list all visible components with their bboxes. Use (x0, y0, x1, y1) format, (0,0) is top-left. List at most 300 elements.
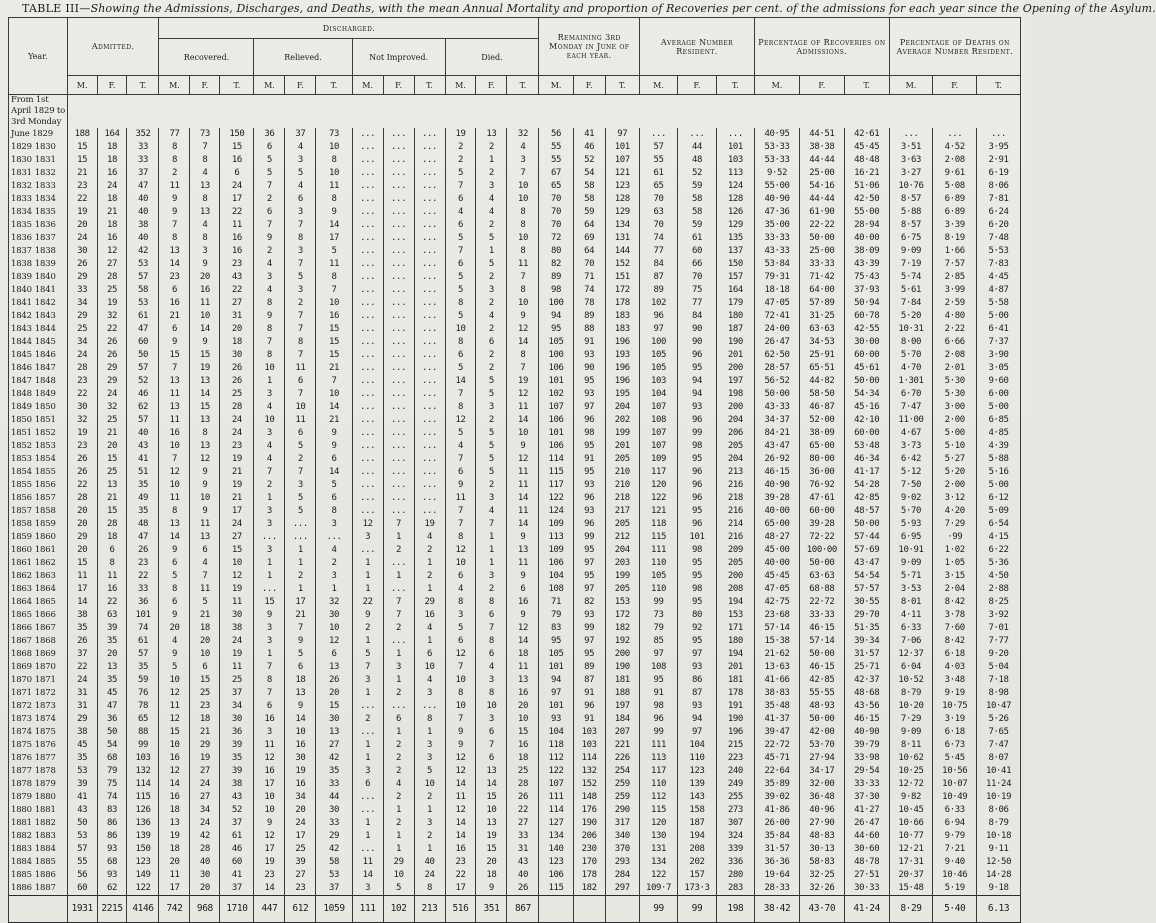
table-cell: 3·48 (933, 674, 977, 687)
year-to: 1852 (34, 428, 56, 438)
table-cell: 44·44 (799, 193, 844, 206)
table-cell: 57·14 (755, 622, 800, 635)
table-cell: 58·50 (799, 388, 844, 401)
table-cell: 29 (67, 310, 97, 323)
table-cell: 31·57 (844, 648, 889, 661)
table-cell: 48 (127, 518, 159, 531)
table-cell: 15 (476, 791, 507, 804)
table-cell: 98 (678, 440, 716, 453)
table-cell: 35 (97, 635, 127, 648)
table-cell: 3 (476, 401, 507, 414)
year-to: 1858 (34, 506, 56, 516)
table-cell: 190 (573, 817, 605, 830)
table-cell: 120 (639, 479, 677, 492)
table-cell: 8·98 (977, 687, 1021, 700)
table-cell: 14 (316, 401, 352, 414)
table-cell: 153 (605, 596, 639, 609)
table-cell: 22 (67, 388, 97, 401)
table-cell: 11·00 (889, 414, 933, 427)
table-cell: ... (414, 466, 445, 479)
table-cell: 42·50 (844, 193, 889, 206)
sex-header-m: M. (539, 76, 573, 95)
table-cell: 23·68 (755, 609, 800, 622)
year-from: 1883 (11, 844, 32, 854)
table-cell: 9 (507, 440, 539, 453)
table-cell: 28 (97, 271, 127, 284)
year-to: 1865 (34, 597, 56, 607)
table-cell: 19 (220, 583, 254, 596)
table-cell: 2·08 (933, 349, 977, 362)
table-cell: 6 (220, 167, 254, 180)
table-cell: 106 (539, 557, 573, 570)
table-cell: 58 (127, 284, 159, 297)
table-cell: 7 (254, 661, 285, 674)
table-row (9, 557, 1021, 570)
table-cell: 205 (716, 557, 754, 570)
table-cell: 7 (254, 687, 285, 700)
year-to: 1830 (34, 142, 56, 152)
year-from: 1852 (11, 441, 32, 451)
table-cell: 35 (67, 752, 97, 765)
table-cell: 8 (507, 219, 539, 232)
table-cell: 2 (476, 479, 507, 492)
table-cell: 15 (67, 141, 97, 154)
table-cell: 7 (285, 323, 316, 336)
table-cell: 5 (445, 427, 476, 440)
table-cell: 6·85 (977, 414, 1021, 427)
table-cell: 22 (127, 570, 159, 583)
table-cell: 7 (507, 271, 539, 284)
table-cell: 26 (507, 882, 539, 896)
table-cell: 114 (539, 453, 573, 466)
table-cell: 100·00 (799, 544, 844, 557)
table-cell: 99 (678, 427, 716, 440)
table-cell: 6 (285, 427, 316, 440)
table-cell: 8·57 (889, 219, 933, 232)
table-cell: 45·00 (755, 544, 800, 557)
relieved-header: Relieved. (254, 39, 352, 76)
table-cell: 8·11 (889, 739, 933, 752)
table-cell: 5 (445, 271, 476, 284)
table-cell: 35·48 (755, 700, 800, 713)
table-cell: 38 (220, 778, 254, 791)
table-cell: 26 (67, 635, 97, 648)
table-cell: 53 (127, 297, 159, 310)
year-from: 1856 (11, 493, 32, 503)
table-cell: ... (716, 128, 754, 141)
table-cell: 3 (445, 609, 476, 622)
table-cell: 59 (678, 180, 716, 193)
table-cell: 7 (445, 713, 476, 726)
table-cell: 135 (716, 232, 754, 245)
table-cell: 4·03 (933, 661, 977, 674)
total-cell: 1931 (67, 896, 97, 923)
table-cell: 98 (639, 700, 677, 713)
table-cell: 5·30 (933, 388, 977, 401)
table-cell: 7 (507, 167, 539, 180)
table-cell: 29 (414, 596, 445, 609)
table-cell: 5·09 (977, 505, 1021, 518)
table-cell: 6·00 (977, 388, 1021, 401)
table-cell: 9 (254, 817, 285, 830)
table-cell: 7 (476, 739, 507, 752)
table-cell: 101 (539, 375, 573, 388)
table-cell: 11 (190, 583, 220, 596)
table-cell: 53·84 (755, 258, 800, 271)
table-cell: 72·41 (755, 310, 800, 323)
table-cell: 17 (159, 882, 190, 896)
table-cell: 16 (507, 687, 539, 700)
table-row (9, 830, 1021, 843)
table-cell: ... (352, 804, 383, 817)
died-header: Died. (445, 39, 539, 76)
table-cell: 205 (605, 453, 639, 466)
table-cell: 1 (414, 726, 445, 739)
table-cell: 26·92 (755, 453, 800, 466)
table-cell: 54 (573, 167, 605, 180)
table-cell: 3 (254, 544, 285, 557)
pct-recoveries-header: Percentage of Recoveries on Admissions. (755, 18, 889, 76)
total-cell: 198 (716, 896, 754, 923)
table-cell: ... (414, 336, 445, 349)
year-from: 1869 (11, 662, 32, 672)
table-cell: 37 (316, 882, 352, 896)
table-cell: 1 (383, 648, 414, 661)
table-cell: 47 (127, 531, 159, 544)
table-cell: 43 (67, 804, 97, 817)
table-cell: 31 (507, 843, 539, 856)
table-cell: 164 (716, 284, 754, 297)
table-cell: 176 (573, 804, 605, 817)
year-to: 1864 (34, 584, 56, 594)
table-cell: 109 (639, 453, 677, 466)
total-cell: 102 (383, 896, 414, 923)
table-cell: 21 (97, 427, 127, 440)
table-cell: 39·79 (844, 739, 889, 752)
table-cell: 39·02 (755, 791, 800, 804)
table-cell: 22·64 (755, 765, 800, 778)
table-cell: 1 (352, 830, 383, 843)
year-from: 1843 (11, 324, 32, 334)
year-from: 1829 (11, 142, 32, 152)
table-cell: 5·36 (977, 557, 1021, 570)
table-cell: 221 (605, 739, 639, 752)
table-cell: ... (352, 180, 383, 193)
table-cell: 11 (220, 596, 254, 609)
table-cell: 99 (639, 596, 677, 609)
table-cell: 192 (605, 635, 639, 648)
table-cell: 42·00 (799, 726, 844, 739)
table-cell: 32·25 (799, 869, 844, 882)
table-cell: 48·93 (799, 700, 844, 713)
year-cell (9, 609, 68, 622)
table-cell: 26 (67, 258, 97, 271)
table-cell: 34·53 (799, 336, 844, 349)
table-cell: 15 (220, 141, 254, 154)
table-cell: 2 (445, 141, 476, 154)
table-cell: 18 (159, 804, 190, 817)
table-cell: 84·21 (755, 427, 800, 440)
table-cell: 46 (127, 388, 159, 401)
table-cell: 1 (383, 830, 414, 843)
table-cell: ... (352, 193, 383, 206)
table-cell: 4 (414, 674, 445, 687)
table-cell: 9·61 (933, 167, 977, 180)
table-cell: 10 (254, 791, 285, 804)
table-cell: ... (352, 167, 383, 180)
table-cell: 33·33 (799, 609, 844, 622)
table-cell: 87 (639, 271, 677, 284)
table-cell: 11 (445, 791, 476, 804)
table-cell: 16 (97, 232, 127, 245)
table-row (9, 700, 1021, 713)
table-cell: 26·00 (755, 817, 800, 830)
table-cell: 2 (476, 323, 507, 336)
table-cell: 21·62 (755, 648, 800, 661)
table-cell: ... (414, 388, 445, 401)
table-cell: 9·60 (977, 375, 1021, 388)
table-cell: 15·38 (755, 635, 800, 648)
year-to: 1863 (34, 571, 56, 581)
table-cell: 4 (445, 440, 476, 453)
table-cell: 6 (476, 648, 507, 661)
table-cell: 4·50 (977, 570, 1021, 583)
table-cell: 53 (127, 258, 159, 271)
table-cell: 3 (414, 739, 445, 752)
table-cell: 178 (605, 297, 639, 310)
table-cell: 27 (220, 297, 254, 310)
table-cell: 42 (316, 752, 352, 765)
table-cell: 10 (159, 479, 190, 492)
table-cell: 24 (220, 414, 254, 427)
table-cell: 40 (127, 206, 159, 219)
table-cell: 59 (573, 206, 605, 219)
year-to: 1836 (34, 220, 56, 230)
table-cell: 18 (507, 648, 539, 661)
table-cell: 14 (67, 596, 97, 609)
table-cell: 1 (476, 245, 507, 258)
table-cell: 1 (414, 557, 445, 570)
table-cell: 30·60 (844, 843, 889, 856)
table-cell: 7·47 (977, 739, 1021, 752)
table-cell: 190 (605, 661, 639, 674)
table-cell: 40 (127, 193, 159, 206)
table-cell: ... (352, 843, 383, 856)
table-cell: 352 (127, 128, 159, 141)
sex-header-f: F. (799, 76, 844, 95)
table-cell: 32·26 (799, 882, 844, 896)
table-cell: ... (383, 414, 414, 427)
table-cell: 29 (67, 531, 97, 544)
table-cell: 19 (190, 752, 220, 765)
year-cell (9, 804, 68, 817)
table-cell: 8 (190, 232, 220, 245)
table-cell: 12 (507, 388, 539, 401)
table-cell: 43 (220, 271, 254, 284)
table-cell: 30 (190, 869, 220, 882)
table-cell: 102 (539, 388, 573, 401)
year-to: 1868 (34, 636, 56, 646)
preamble-row (9, 95, 1021, 107)
year-from: 1839 (11, 272, 32, 282)
table-cell: 22 (352, 596, 383, 609)
table-cell: 2·08 (933, 154, 977, 167)
table-cell: 15 (190, 349, 220, 362)
table-cell: 1 (383, 570, 414, 583)
table-cell: 6·94 (933, 817, 977, 830)
table-cell: 6 (190, 544, 220, 557)
table-cell: 94 (539, 674, 573, 687)
sex-header-f: F. (383, 76, 414, 95)
table-cell: 9 (254, 232, 285, 245)
table-cell: 25·71 (844, 661, 889, 674)
table-cell: 70 (678, 271, 716, 284)
table-cell: ... (414, 297, 445, 310)
table-cell: 5·45 (933, 752, 977, 765)
table-cell: 107 (639, 440, 677, 453)
table-cell: 7 (254, 336, 285, 349)
table-cell: ... (352, 219, 383, 232)
year-cell (9, 427, 68, 440)
table-cell: 41 (573, 128, 605, 141)
table-cell: 11 (507, 557, 539, 570)
year-cell (9, 739, 68, 752)
table-cell: 105 (639, 570, 677, 583)
table-cell: 112 (539, 752, 573, 765)
table-cell: ... (414, 505, 445, 518)
table-cell: 74 (639, 232, 677, 245)
year-cell (9, 544, 68, 557)
table-cell: 2·22 (933, 323, 977, 336)
table-cell: 90 (678, 323, 716, 336)
table-cell: 3 (254, 427, 285, 440)
table-cell: 3 (352, 882, 383, 896)
table-cell: 14 (316, 466, 352, 479)
table-cell: 79 (639, 622, 677, 635)
table-cell: 101 (539, 427, 573, 440)
table-cell: 43·47 (755, 440, 800, 453)
table-cell: 10 (190, 310, 220, 323)
table-cell: 14 (352, 869, 383, 882)
table-cell: 10 (254, 804, 285, 817)
table-cell: 10·31 (889, 323, 933, 336)
table-cell: 184 (605, 713, 639, 726)
table-cell: 8 (159, 141, 190, 154)
table-cell: 3 (476, 713, 507, 726)
table-cell: 7 (445, 518, 476, 531)
table-cell: 15 (507, 726, 539, 739)
table-cell: 137 (716, 245, 754, 258)
table-cell: 53·33 (755, 154, 800, 167)
year-from: 1832 (11, 181, 32, 191)
table-cell: 10 (507, 297, 539, 310)
table-cell: 63·63 (799, 570, 844, 583)
table-cell: 11 (285, 362, 316, 375)
table-cell: 216 (716, 505, 754, 518)
table-cell: 12 (352, 518, 383, 531)
table-cell: 1 (414, 583, 445, 596)
year-cell (9, 375, 68, 388)
table-cell: 12·50 (977, 856, 1021, 869)
table-cell: 36 (254, 128, 285, 141)
table-cell: 48·57 (844, 505, 889, 518)
table-cell: 11 (316, 258, 352, 271)
table-cell: 80·00 (799, 453, 844, 466)
table-cell: 14 (445, 778, 476, 791)
table-cell: 3 (352, 674, 383, 687)
table-cell: 106 (539, 869, 573, 882)
year-from: 1867 (11, 636, 32, 646)
table-cell: 6·73 (933, 739, 977, 752)
table-cell: 139 (678, 778, 716, 791)
table-cell: 42 (127, 245, 159, 258)
table-cell: 82 (539, 258, 573, 271)
table-row (9, 232, 1021, 245)
table-cell: 96 (573, 492, 605, 505)
table-cell: 67 (539, 167, 573, 180)
year-from: 1866 (11, 623, 32, 633)
table-cell: 1 (476, 154, 507, 167)
table-cell: 117 (539, 479, 573, 492)
table-cell: 20 (190, 635, 220, 648)
table-cell: 6 (159, 596, 190, 609)
table-cell: 6 (476, 726, 507, 739)
table-cell: 3 (414, 687, 445, 700)
table-cell: 15 (159, 349, 190, 362)
table-cell: ... (352, 427, 383, 440)
table-cell: 13 (159, 375, 190, 388)
table-cell: 190 (716, 336, 754, 349)
table-cell: ·99 (933, 531, 977, 544)
table-cell: 95 (678, 362, 716, 375)
year-cell (9, 193, 68, 206)
table-cell: 20 (190, 882, 220, 896)
table-cell: 201 (716, 661, 754, 674)
table-cell: 1 (285, 557, 316, 570)
table-cell: 30·33 (844, 882, 889, 896)
table-cell: 123 (539, 856, 573, 869)
table-cell: 19 (220, 479, 254, 492)
table-cell: 26 (67, 466, 97, 479)
table-cell: 55 (539, 154, 573, 167)
table-cell: 5·00 (977, 401, 1021, 414)
table-cell: 24 (285, 817, 316, 830)
table-cell: 9·82 (889, 791, 933, 804)
table-cell: 26 (97, 349, 127, 362)
sex-header-m: M. (445, 76, 476, 95)
table-cell: 5·70 (889, 505, 933, 518)
table-cell: 31·57 (755, 843, 800, 856)
table-cell: 34 (67, 297, 97, 310)
table-cell: 35·00 (755, 219, 800, 232)
table-cell: 59 (127, 674, 159, 687)
table-cell: 11 (159, 700, 190, 713)
table-cell: 12 (507, 453, 539, 466)
table-cell: 11 (159, 869, 190, 882)
table-cell: 6·19 (977, 167, 1021, 180)
table-cell: ... (414, 128, 445, 141)
table-cell: 34 (285, 791, 316, 804)
table-cell: 38 (67, 726, 97, 739)
table-cell: 3 (383, 661, 414, 674)
year-to: 1837 (34, 233, 56, 243)
totals-row (9, 896, 1021, 923)
table-cell: 5·00 (933, 427, 977, 440)
table-cell: 208 (716, 583, 754, 596)
table-cell: 74 (127, 622, 159, 635)
table-cell: 200 (716, 570, 754, 583)
table-cell: 7 (254, 466, 285, 479)
